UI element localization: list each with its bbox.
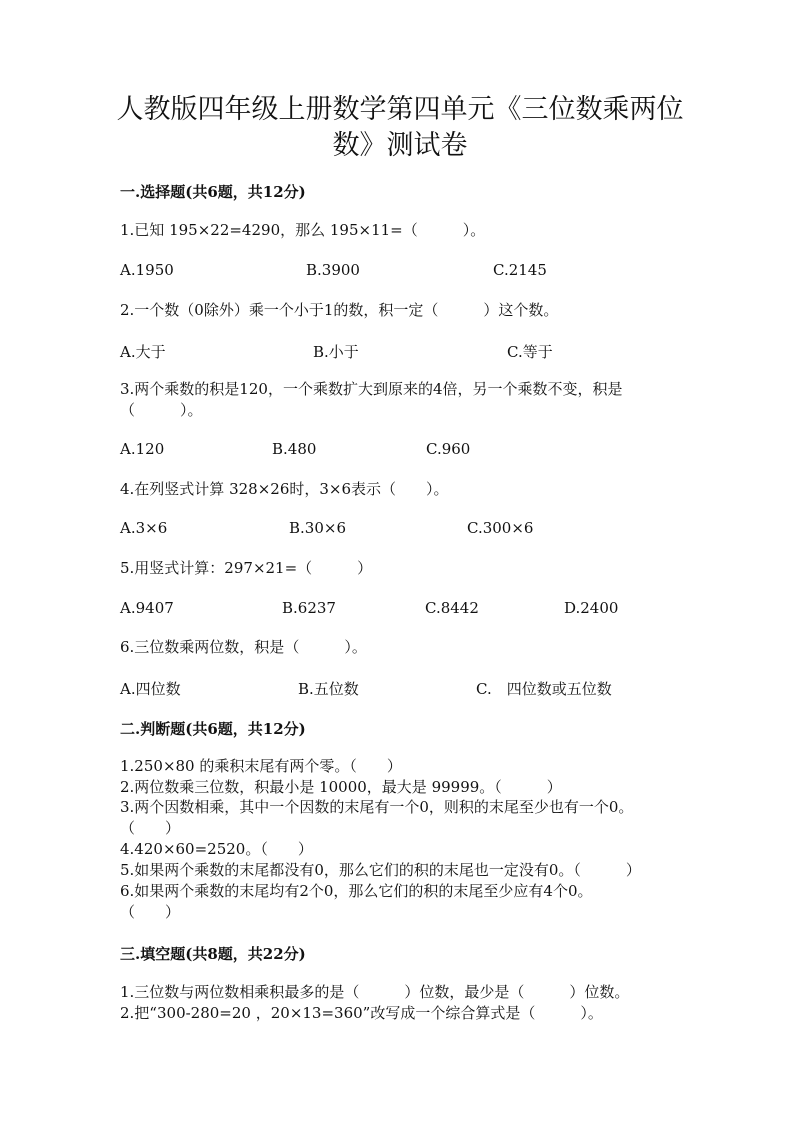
section-heading-fill: 三.填空题(共8题，共22分) (120, 945, 306, 963)
fill-item-2: 2.把“300-280=20 ，20×13=360”改写成一个综合算式是（ ）。 (120, 1004, 603, 1022)
judge-item-6: 6.如果两个乘数的末尾均有2个0，那么它们的积的末尾至少应有4个0。 (120, 882, 593, 900)
judge-item-3-cont: （ ） (120, 819, 181, 837)
choice-6-option-a: A.四位数 (120, 680, 181, 698)
choice-2-option-a: A.大于 (120, 343, 166, 361)
judge-item-1: 1.250×80 的乘积末尾有两个零。（ ） (120, 757, 402, 775)
judge-item-6-cont: （ ） (120, 903, 181, 921)
choice-4-option-b: B.30×6 (289, 519, 346, 537)
section-heading-judge: 二.判断题(共6题，共12分) (120, 720, 306, 738)
choice-1-option-b: B.3900 (306, 261, 360, 279)
judge-item-4: 4.420×60=2520。（ ） (120, 840, 313, 858)
choice-3-option-b: B.480 (272, 440, 317, 458)
fill-item-1: 1.三位数与两位数相乘积最多的是（ ）位数，最少是（ ）位数。 (120, 983, 630, 1001)
judge-item-2: 2.两位数乘三位数，积最小是 10000，最大是 99999。（ ） (120, 778, 562, 796)
choice-2-option-b: B.小于 (313, 343, 359, 361)
choice-6-option-b: B.五位数 (298, 680, 359, 698)
choice-5-option-a: A.9407 (120, 599, 174, 617)
choice-4-option-a: A.3×6 (120, 519, 168, 537)
choice-question-3-cont: （ ）。 (120, 401, 203, 419)
judge-item-5: 5.如果两个乘数的末尾都没有0，那么它们的积的末尾也一定没有0。（ ） (120, 861, 641, 879)
choice-3-option-a: A.120 (120, 440, 165, 458)
choice-4-option-c: C.300×6 (467, 519, 534, 537)
choice-5-option-d: D.2400 (564, 599, 619, 617)
section-heading-choice: 一.选择题(共6题，共12分) (120, 183, 306, 201)
choice-question-2: 2.一个数（0除外）乘一个小于1的数，积一定（ ）这个数。 (120, 301, 559, 319)
title-line-1: 人教版四年级上册数学第四单元《三位数乘两位 (116, 94, 684, 125)
choice-question-1: 1.已知 195×22=4290，那么 195×11=（ ）。 (120, 221, 486, 239)
title-line-2: 数》测试卷 (332, 130, 468, 161)
choice-question-5: 5.用竖式计算：297×21=（ ） (120, 559, 373, 577)
choice-6-option-c: C. 四位数或五位数 (476, 680, 612, 698)
choice-2-option-c: C.等于 (507, 343, 553, 361)
choice-question-6: 6.三位数乘两位数，积是（ ）。 (120, 638, 367, 656)
choice-3-option-c: C.960 (426, 440, 471, 458)
choice-1-option-a: A.1950 (120, 261, 174, 279)
page-title (0, 92, 800, 164)
choice-5-option-b: B.6237 (282, 599, 336, 617)
choice-question-3: 3.两个乘数的积是120，一个乘数扩大到原来的4倍，另一个乘数不变，积是 (120, 380, 623, 398)
choice-5-option-c: C.8442 (425, 599, 479, 617)
choice-question-4: 4.在列竖式计算 328×26时，3×6表示（ ）。 (120, 480, 449, 498)
judge-item-3: 3.两个因数相乘，其中一个因数的末尾有一个0，则积的末尾至少也有一个0。 (120, 798, 634, 816)
choice-1-option-c: C.2145 (493, 261, 547, 279)
